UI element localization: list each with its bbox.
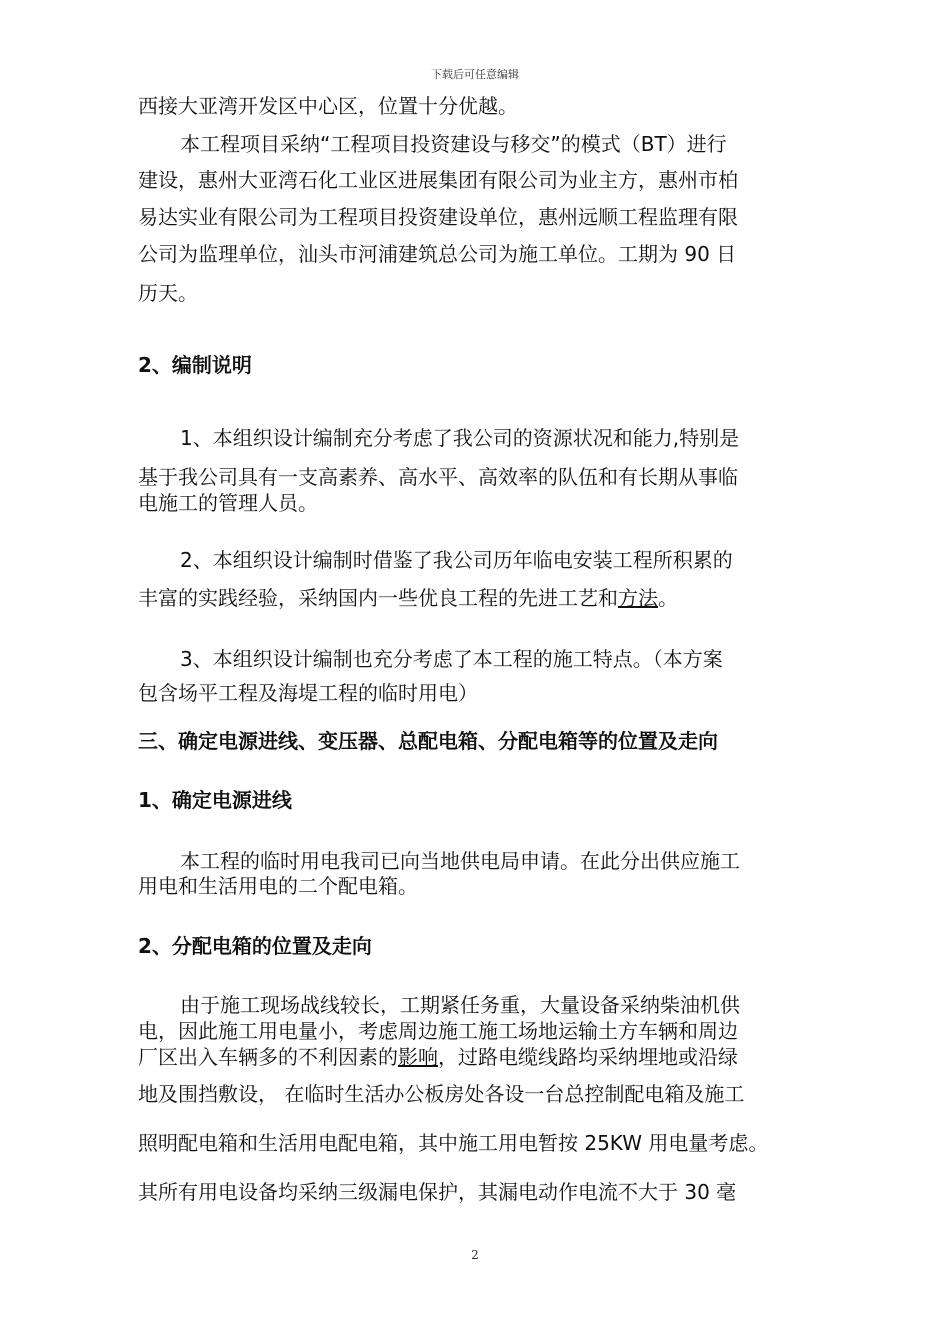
text-segment: 。 bbox=[658, 586, 678, 610]
text-segment: ，过路电缆线路均采纳埋地或沿绿 bbox=[438, 1045, 738, 1069]
body-text-line: 3、本组织设计编制也充分考虑了本工程的施工特点。（本方案 bbox=[180, 647, 723, 671]
section-heading-compilation: 2、编制说明 bbox=[138, 353, 252, 377]
body-text-line: 用电和生活用电的二个配电箱。 bbox=[138, 874, 418, 898]
body-text-line: 易达实业有限公司为工程项目投资建设单位，惠州远顺工程监理有限 bbox=[138, 205, 738, 229]
body-text-line: 地及围挡敷设， 在临时生活办公板房处各设一台总控制配电箱及施工 bbox=[138, 1082, 745, 1106]
body-text-line: 照明配电箱和生活用电配电箱，其中施工用电暂按 25KW 用电量考虑。 bbox=[138, 1131, 769, 1155]
body-text-line bbox=[138, 1043, 738, 1071]
body-text-line: 电，因此施工用电量小，考虑周边施工施工场地运输土方车辆和周边 bbox=[138, 1019, 738, 1043]
page-header: 下载后可任意编辑 bbox=[431, 68, 519, 81]
body-text-line: 2、本组织设计编制时借鉴了我公司历年临电安装工程所积累的 bbox=[180, 548, 733, 572]
body-text-line: 包含场平工程及海堤工程的临时用电） bbox=[138, 681, 478, 705]
body-text-line bbox=[138, 584, 678, 612]
subsection-heading-distribution-box: 2、分配电箱的位置及走向 bbox=[138, 934, 372, 958]
body-text-line: 1、本组织设计编制充分考虑了我公司的资源状况和能力,特别是 bbox=[180, 426, 740, 450]
text-segment: 厂区出入车辆多的不利因素的 bbox=[138, 1045, 398, 1069]
body-text-line: 电施工的管理人员。 bbox=[138, 491, 318, 515]
body-text-line: 建设，惠州大亚湾石化工业区进展集团有限公司为业主方，惠州市柏 bbox=[138, 168, 738, 192]
body-text-line: 本工程项目采纳“工程项目投资建设与移交”的模式（BT）进行 bbox=[180, 132, 727, 156]
underlined-text: 方法 bbox=[618, 586, 658, 610]
body-text-line: 由于施工现场战线较长，工期紧任务重，大量设备采纳柴油机供 bbox=[180, 993, 740, 1017]
body-text-line: 基于我公司具有一支高素养、高水平、高效率的队伍和有长期从事临 bbox=[138, 465, 738, 489]
underlined-text: 影响 bbox=[398, 1045, 438, 1069]
body-text-line: 本工程的临时用电我司已向当地供电局申请。在此分出供应施工 bbox=[180, 849, 740, 873]
text-segment: 丰富的实践经验，采纳国内一些优良工程的先进工艺和 bbox=[138, 586, 618, 610]
body-text-line: 历天。 bbox=[138, 281, 198, 305]
page-number: 2 bbox=[471, 1248, 479, 1262]
body-text-line: 公司为监理单位，汕头市河浦建筑总公司为施工单位。工期为 90 日 bbox=[138, 242, 737, 266]
body-text-line: 其所有用电设备均采纳三级漏电保护，其漏电动作电流不大于 30 毫 bbox=[138, 1180, 737, 1204]
body-text-line: 西接大亚湾开发区中心区，位置十分优越。 bbox=[138, 94, 518, 118]
section-heading-power-layout: 三、确定电源进线、变压器、总配电箱、分配电箱等的位置及走向 bbox=[138, 729, 718, 753]
subsection-heading-power-inlet: 1、确定电源进线 bbox=[138, 788, 292, 812]
